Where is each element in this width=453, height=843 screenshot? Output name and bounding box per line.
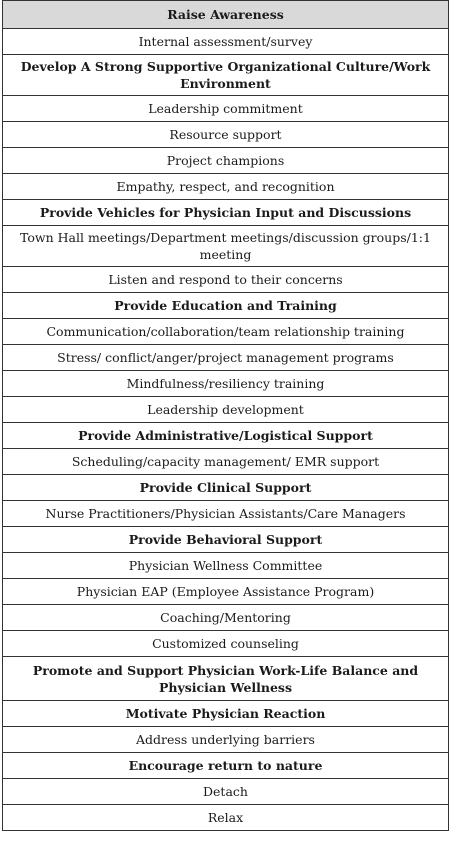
strategy-table (2, 0, 449, 831)
table-row: Stress/ conflict/anger/project management programs (3, 344, 448, 370)
table-row: Coaching/Mentoring (3, 604, 448, 630)
table-row: Communication/collaboration/team relationship training (3, 318, 448, 344)
table-section-heading: Raise Awareness (3, 1, 448, 28)
table-row: Listen and respond to their concerns (3, 266, 448, 292)
table-row: Nurse Practitioners/Physician Assistants/Care Managers (3, 500, 448, 526)
table-row: Address underlying barriers (3, 726, 448, 752)
table-section-heading: Provide Administrative/Logistical Support (3, 422, 448, 448)
table-section-heading: Motivate Physician Reaction (3, 700, 448, 726)
table-row: Customized counseling (3, 630, 448, 656)
table-row: Leadership commitment (3, 95, 448, 121)
table-row: Leadership development (3, 396, 448, 422)
table-section-heading: Provide Education and Training (3, 292, 448, 318)
table-row: Relax (3, 804, 448, 830)
table-section-heading: Provide Behavioral Support (3, 526, 448, 552)
table-section-heading: Encourage return to nature (3, 752, 448, 778)
table-section-heading: Provide Clinical Support (3, 474, 448, 500)
table-section-heading: Provide Vehicles for Physician Input and Discussions (3, 199, 448, 225)
table-row: Resource support (3, 121, 448, 147)
table-row: Scheduling/capacity management/ EMR support (3, 448, 448, 474)
table-row: Detach (3, 778, 448, 804)
table-row: Physician Wellness Committee (3, 552, 448, 578)
table-row: Physician EAP (Employee Assistance Program) (3, 578, 448, 604)
table-row: Mindfulness/resiliency training (3, 370, 448, 396)
table-row: Project champions (3, 147, 448, 173)
table-row: Internal assessment/survey (3, 28, 448, 54)
table-section-heading: Develop A Strong Supportive Organizational Culture/Work Environment (3, 54, 448, 95)
table-row: Empathy, respect, and recognition (3, 173, 448, 199)
table-section-heading: Promote and Support Physician Work-Life Balance and Physician Wellness (3, 656, 448, 700)
table-row: Town Hall meetings/Department meetings/discussion groups/1:1 meeting (3, 225, 448, 266)
